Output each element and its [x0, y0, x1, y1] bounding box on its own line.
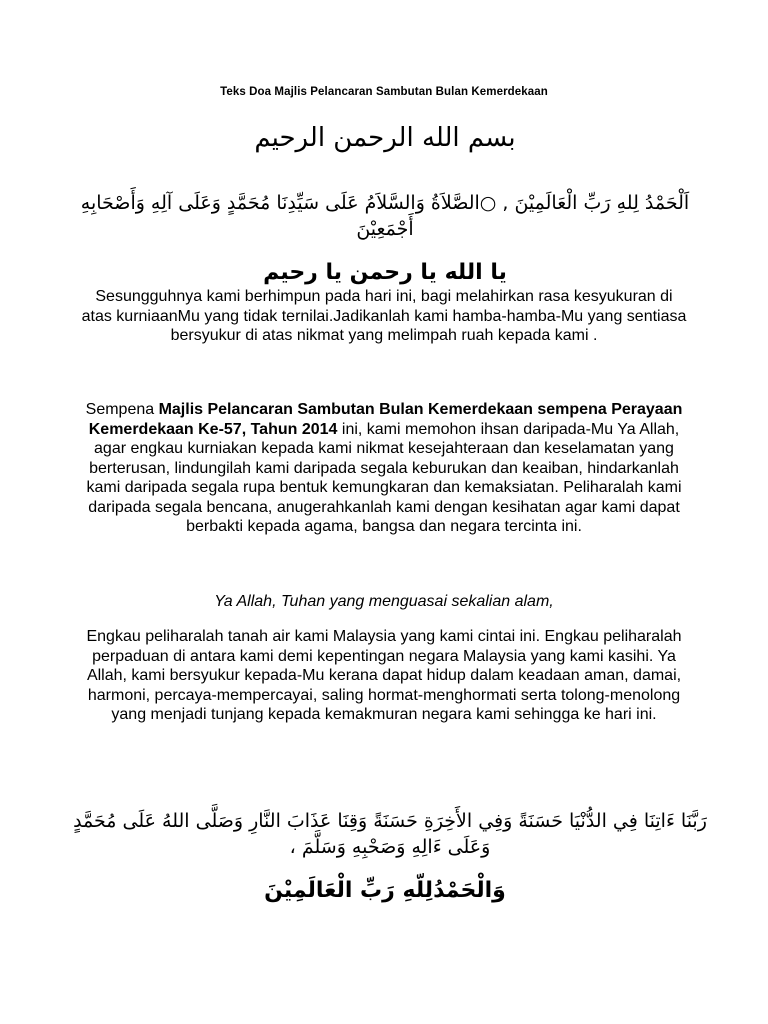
paragraph-occasion-body: ini, kami memohon ihsan daripada-Mu Ya Allah, agar engkau kurniakan kepada kami nikmat kesejahteraan dan keselamatan yang berterusan, lindungilah kami daripada segala keburukan dan keaiban, hindarkanlah kami daripada segala rupa bentuk kemungkaran dan kemaksiatan. Peliharalah kami daripada segala bencana, anugerahkanlah kami dengan kesihatan agar kami dapat berbakti kepada agama, bangsa dan negara tercinta ini. [86, 420, 682, 535]
closing-hamdalah-text: وَالْحَمْدُلِلّهِ رَبِّ الْعَالَمِيْنَ [264, 878, 506, 903]
paragraph-occasion [80, 400, 688, 537]
event-name-bold: Majlis Pelancaran Sambutan Bulan Kemerdekaan sempena Perayaan Kemerdekaan Ke-57, Tahun 2014 [88, 401, 683, 438]
bismillah-text: بسم الله الرحمن الرحيم [254, 123, 516, 153]
closing-doa-text: رَبَّنَا ءَاتِنَا فِي الدُّنْيَا حَسَنَةً وَفِي الأَخِرَةِ حَسَنَةً وَقِنَا عَذَابَ النَّارِ وَصَلَّى اللهُ عَلَى مُحَمَّدٍ وَعَلَى ءَالِهِ وَصَحْبِهِ وَسَلَّمَ ، [73, 810, 707, 858]
ya-allah-invocation: يا الله يا رحمن يا رحيم [263, 260, 507, 285]
document-title: Teks Doa Majlis Pelancaran Sambutan Bulan Kemerdekaan [220, 86, 548, 98]
paragraph-malaysia: Engkau peliharalah tanah air kami Malaysia yang kami cintai ini. Engkau peliharalah perpaduan di antara kami demi kepentingan negara Malaysia yang kami kasihi. Ya Allah, kami bersyukur kepada-Mu kerana dapat hidup dalam keadaan aman, damai, harmoni, percaya-mempercayai, saling hormat-menghormati serta tolong-menolong yang menjadi tunjang kepada kemakmuran negara kami sehingga ke hari ini. [86, 628, 682, 723]
paragraph-occasion-prefix: Sempena [85, 401, 159, 418]
hamdalah-salawat-text: اَلْحَمْدُ لِلهِ رَبِّ الْعَالَمِيْنَ , ○الصَّلاَةُ وَالسَّلاَمُ عَلَى سَيِّدِنَا مُحَمَّدٍ وَعَلَى آلِهِ وَأَصْحَابِهِ أَجْمَعِيْنَ [80, 192, 690, 240]
paragraph-gratitude: Sesungguhnya kami berhimpun pada hari ini, bagi melahirkan rasa kesyukuran di atas kurniaanMu yang tidak ternilai.Jadikanlah kami hamba-hamba-Mu yang sentiasa bersyukur di atas nikmat yang melimpah ruah kepada kami . [81, 288, 687, 344]
paragraph-ya-allah-italic: Ya Allah, Tuhan yang menguasai sekalian alam, [214, 593, 554, 610]
